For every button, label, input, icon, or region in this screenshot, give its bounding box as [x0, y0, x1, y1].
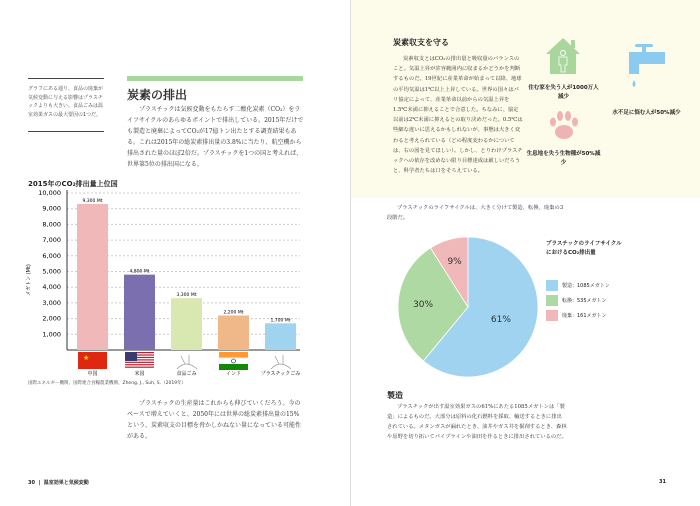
category-icon	[78, 352, 107, 369]
legend-swatch	[546, 310, 558, 321]
bar-2	[171, 298, 202, 350]
y-tick-label: 2,000	[42, 314, 61, 323]
bar-chart	[0, 185, 350, 385]
category-label: プラスチックごみ	[260, 371, 301, 377]
pie-chart	[351, 230, 541, 380]
legend-label: 製造：1085メガトン	[562, 283, 610, 289]
y-tick-label: 6,000	[42, 251, 61, 260]
category-label: 食品ごみ	[176, 371, 197, 377]
bar-value-label: 3,300 Mt	[176, 293, 197, 299]
bar-value-label: 9,300 Mt	[82, 198, 103, 204]
house-person-icon	[544, 36, 582, 76]
sidebar-note: グラフにある通り、食品の廃棄が気候変動に与える影響はプラスチックよりも大きい。食品ごみは温室効果ガスの最大要因の1つだ。	[28, 78, 104, 132]
page-number: 31	[659, 479, 666, 485]
legend-swatch	[546, 295, 558, 306]
category-label: インド	[225, 371, 242, 377]
svg-text:★: ★	[83, 354, 90, 362]
bar-value-label: 4,800 Mt	[129, 269, 150, 275]
pie-title: プラスチックのライフサイクルにおけるCO₂排出量	[546, 241, 622, 256]
bar-value-label: 1,700 Mt	[270, 318, 291, 324]
impact-label-species: 生息地を失う生物種が50%減少	[526, 151, 601, 166]
bar-4	[265, 323, 296, 350]
manufacturing-paragraph: プラスチックが出す温室効果ガスの61%にあたる1085メガトンは「製造」によるものだ。大部分は原料の化石燃料を採取、輸送するときに排出されている。メタンガスが漏れたとき、油井やガス井を掘削するとき、森林や原野を切り拓いてパイプラインや油田を作るときに排出されているのだ。	[387, 404, 567, 440]
bar-1	[124, 275, 155, 350]
legend-swatch	[546, 280, 558, 291]
category-icon	[271, 355, 291, 369]
lifecycle-paragraph: プラスチックのライフサイクルは、大きく分けて製造、転換、廃棄の3段階だ。	[387, 205, 564, 221]
pie-pct-label: 61%	[490, 314, 511, 325]
y-tick-label: 3,000	[42, 298, 61, 307]
y-tick-label: 10,000	[38, 189, 61, 197]
pie-pct-label: 9%	[447, 256, 462, 267]
body-paragraph: プラスチックは気候変動をもたらす二酸化炭素（CO₂）をライフサイクルのあらゆるポイントで排出している。2015年だけでも製造と廃棄によってCO₂が17億トン出たとする調査結果もある。これは2015年の総炭素排出量の3.8%に当たり、航空機から排出された量のほぼ2倍だ。プラスチックを1つの国と考えれば、世界第5位の排出国になる。	[127, 106, 304, 168]
y-tick-label: 9,000	[42, 204, 61, 213]
legend-label: 廃棄：161メガトン	[562, 313, 607, 319]
pie-pct-label: 30%	[413, 300, 434, 311]
faucet-icon	[621, 42, 671, 94]
chart-source: 国際エネルギー機関、国際連合食糧農業機関、Zheng, J., Suh, S.（2019年）	[28, 381, 187, 386]
y-tick-label: 8,000	[42, 220, 61, 229]
right-page	[350, 0, 700, 506]
y-tick-label: 4,000	[42, 283, 61, 292]
running-title: 温室効果と気候変動	[43, 480, 89, 486]
legend-label: 転換：535メガトン	[562, 298, 607, 304]
legend-item	[546, 280, 610, 291]
category-label: 中国	[87, 371, 98, 377]
left-page: グラフにある通り、食品の廃棄が気候変動に与える影響はプラスチックよりも大きい。食品ごみは温室効果ガスの最大要因の1つだ。 炭素の排出 プラスチックは気候変動をもたらす二酸化炭素（CO₂）をライフサイクルのあらゆるポイントで排出している。2015年だけでも製造と廃棄によってCO₂が17億トン出たとする調査結果もある。これは2015年の総炭素排出量の3.8%に当たり、航空機から排出された量のほぼ2倍だ。プラスチックを1つの国と考えれば、世界第5位の排出国になる。 2015年のCO₂排出量上位国 1,000 2,000 3,000 4,000 5,000 6,000 7,000 8,000 9,000 10,000 メガトン (Mt) 9,300 Mt ★ 中国 4,800 Mt 米国 3,300 Mt 食品ごみ 2,200 Mt インド 1,700 Mt プラスチックごみ 国際エネルギー機関、国際連合食糧農業機関、Zheng, J., Suh, S.（2019年） プラスチックの生産量はこれからも伸びていくだろう。今のペースで増えていくと、2050年には世界の総炭素排出量の15%という、炭素収支の目標を脅かしかねない量になっている可能性がある。 30 | 温室効果と気候変動	[0, 0, 350, 506]
category-icon	[125, 352, 154, 368]
y-tick-label: 1,000	[42, 330, 61, 339]
legend-item	[546, 310, 607, 321]
bar-0	[77, 204, 108, 350]
chart-title: 2015年のCO₂排出量上位国	[28, 180, 118, 188]
impact-label-water: 水不足に悩む人が50%減少	[612, 110, 681, 116]
impact-label-homes: 住む家を失う人が1000万人減少	[528, 85, 599, 100]
heading-accent-bar	[127, 76, 303, 81]
bar-value-label: 2,200 Mt	[223, 310, 244, 316]
subheading: 製造	[387, 390, 403, 400]
category-icon	[219, 352, 248, 370]
body-paragraph-2: プラスチックの生産量はこれからも伸びていくだろう。今のペースで増えていくと、2050年には世界の総炭素排出量の15%という、炭素収支の目標を脅かしかねない量になっている可能性がある。	[127, 400, 302, 440]
paw-icon	[547, 108, 581, 142]
y-axis-label: メガトン (Mt)	[26, 264, 32, 296]
section-heading: 炭素の排出	[127, 88, 188, 102]
box-heading: 炭素収支を守る	[393, 38, 449, 47]
legend-item	[546, 295, 607, 306]
y-tick-label: 5,000	[42, 267, 61, 276]
bar-3	[218, 315, 249, 350]
category-icon	[177, 355, 197, 369]
page-number: 30	[28, 480, 35, 486]
category-label: 米国	[134, 371, 145, 377]
box-paragraph: 炭素収支とはCO₂の排出量と吸収量のバランスのこと。気温上昇が許容範囲内に収まるかどうかを判断するものだ。19世紀に産業革命が始まって以降、地球の平均気温は1℃以上上昇している。世界の国々はパリ協定によって、産業革命以前からの気温上昇を1.5℃未満に抑えることで合意した。ちなみに、協定以前は2℃未満に抑えるとの取り決めだった。0.5℃は些細な違いに思えるかもしれないが、事態は大きく変わると考えられている（どの程度変わるかについては、右の図を見てほしい）。しかし、とりわけプラスチックへの依存を改めない限り目標達成は厳しいだろうと、科学者たちは口をそろえている。	[393, 56, 523, 175]
y-tick-label: 7,000	[42, 236, 61, 245]
